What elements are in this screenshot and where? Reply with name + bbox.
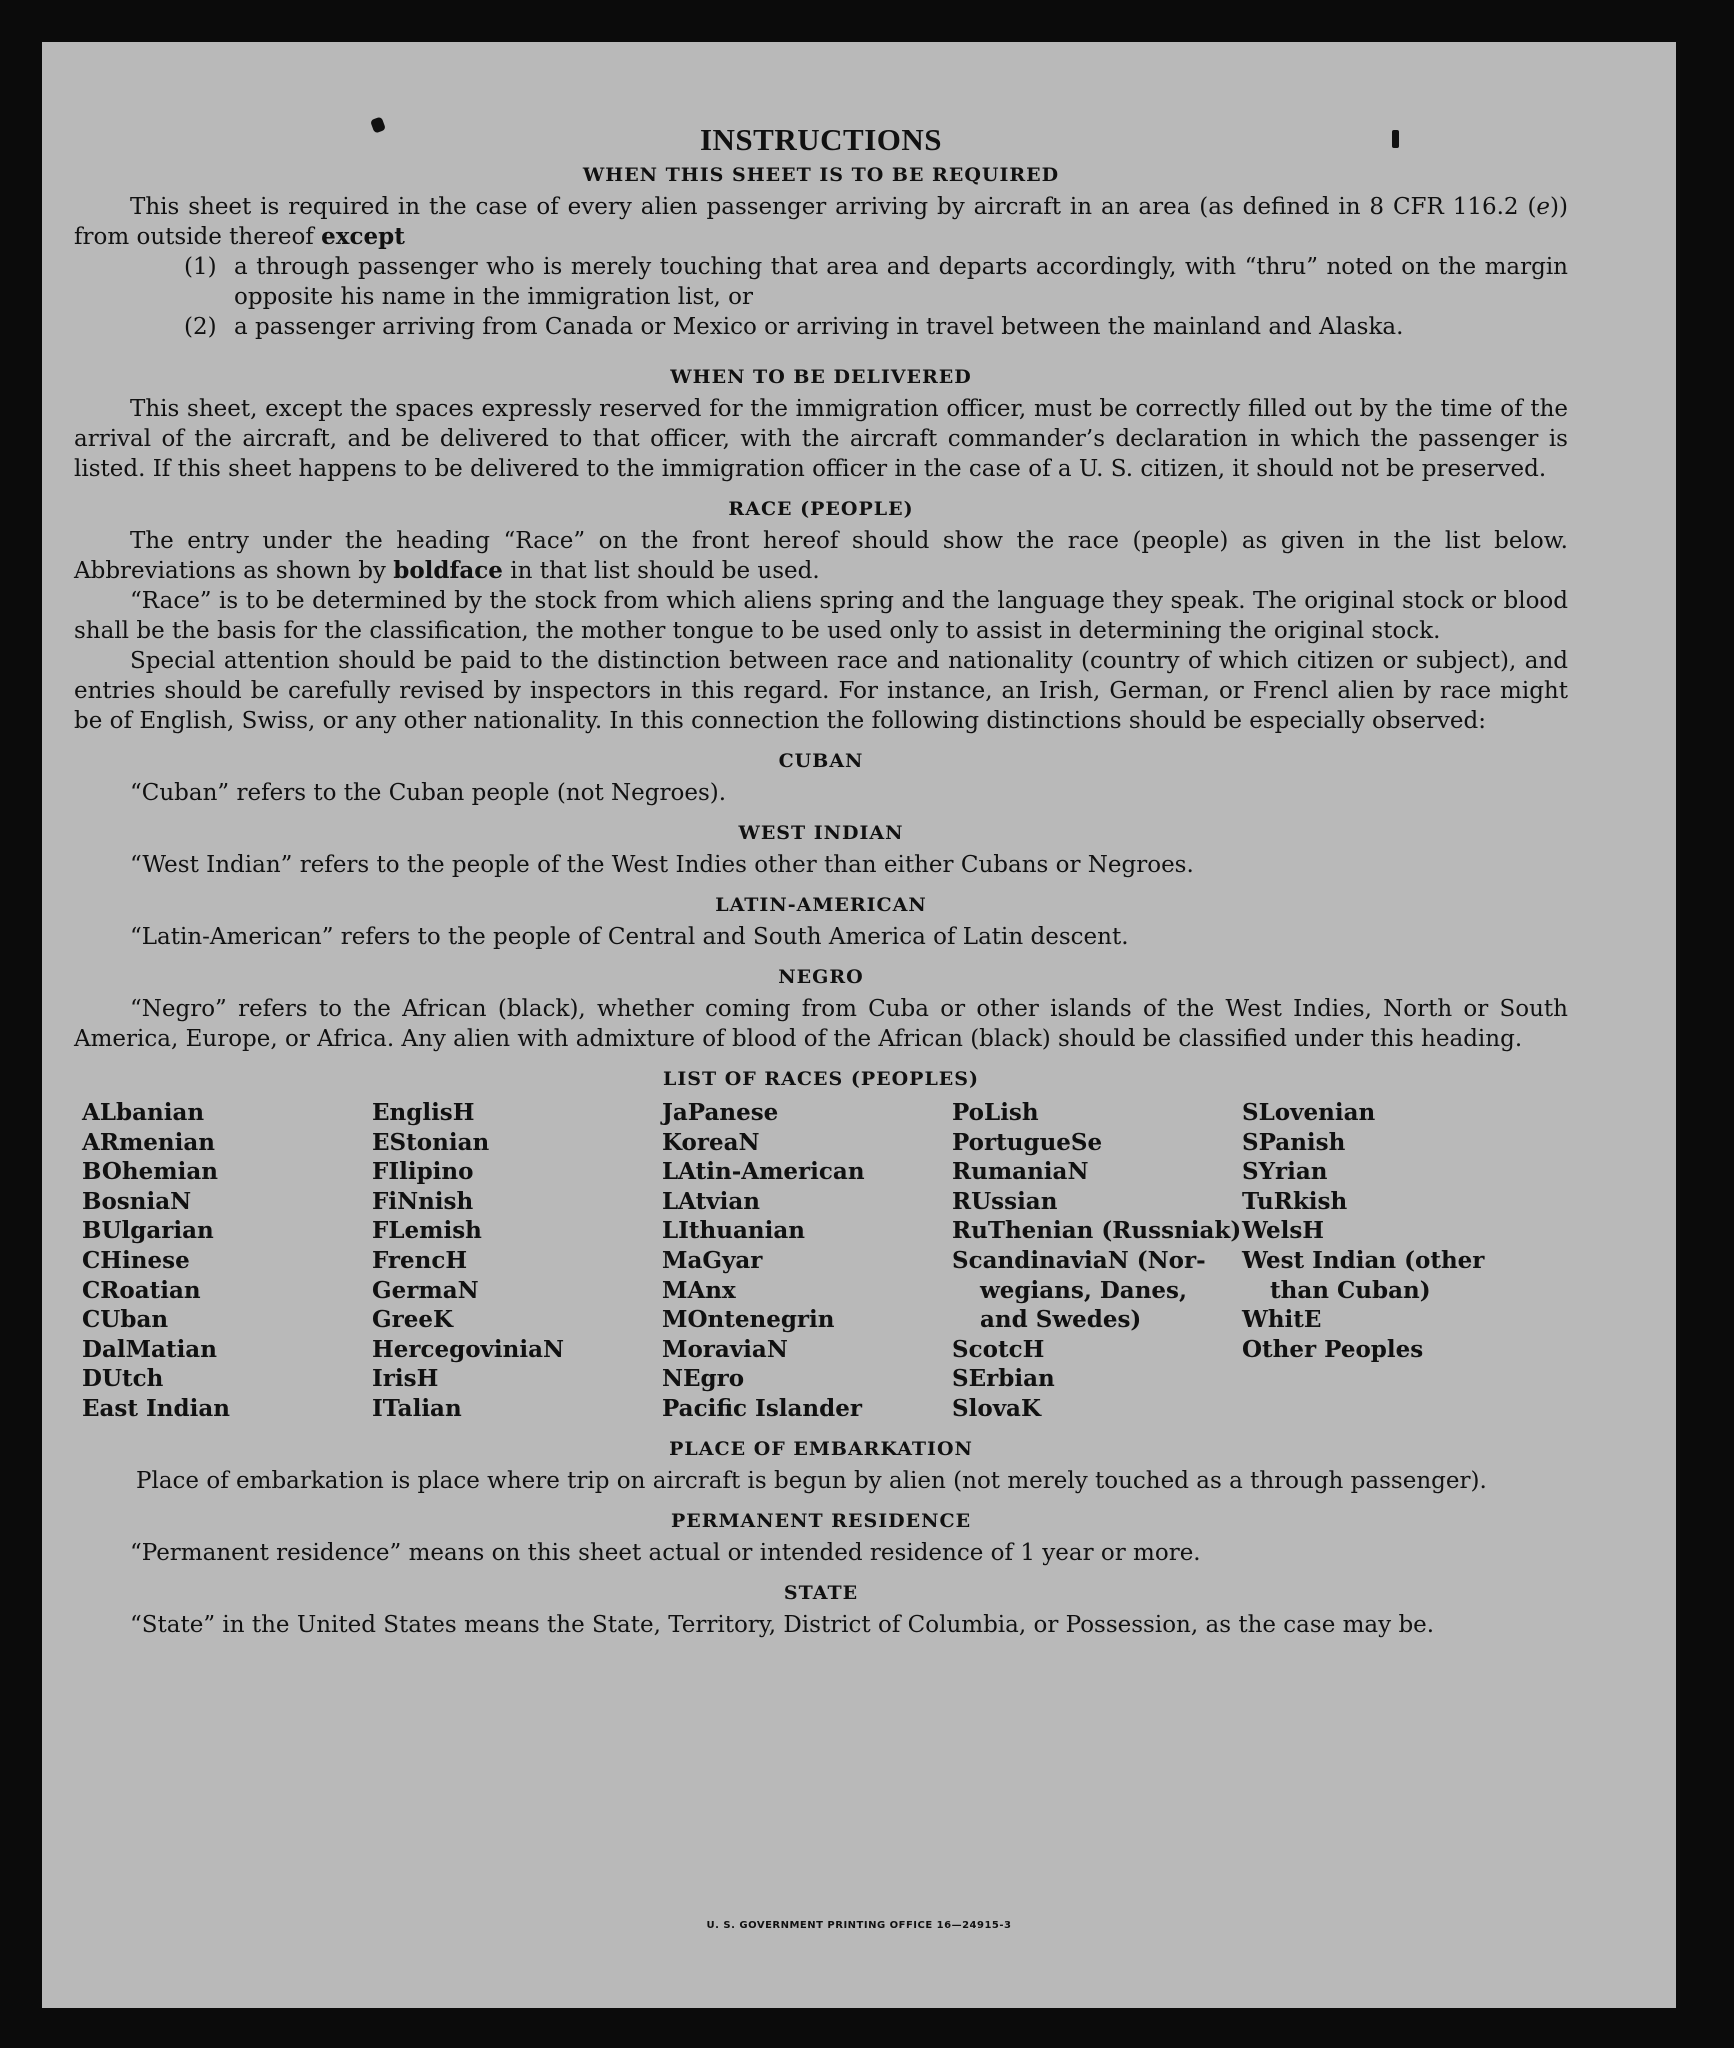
race-entry: FLemish — [372, 1217, 482, 1245]
race-entry: WhitE — [1242, 1306, 1322, 1334]
race-entry: EnglisH — [372, 1099, 475, 1126]
race-entry: DalMatian — [82, 1335, 217, 1363]
race-entry: KoreaN — [662, 1128, 760, 1156]
race-entry: MoraviaN — [662, 1335, 788, 1363]
delivered-paragraph: This sheet, except the spaces expressly reserved for the immigration officer, must be correctly filled out by the time of the arrival of the aircraft, and be delivered to that officer, with the aircraft commander’s declaration in which the passenger is listed. If this sheet happens to be delivered to the immigration officer in the case of a U. S. citizen, it should not be preserved. — [74, 396, 1568, 482]
races-column-5 — [1242, 1098, 1522, 1424]
race-entry: ScotcH — [952, 1335, 1045, 1363]
races-column-1 — [82, 1098, 372, 1424]
race-entry: SErbian — [952, 1365, 1055, 1393]
race-entry-continuation: than Cuban) — [1270, 1276, 1431, 1304]
negro-paragraph: “Negro” refers to the African (black), whether coming from Cuba or other islands of the West Indies, North or South America, Europe, or Africa. Any alien with admixture of blood of the African (black) should be classified under this heading. — [74, 996, 1568, 1052]
race-entry: East Indian — [82, 1394, 230, 1422]
heading-list-of-races: LIST OF RACES (PEOPLES) — [663, 1068, 979, 1090]
exception-text: a passenger arriving from Canada or Mexico or arriving in travel between the mainland and Alaska. — [234, 314, 1404, 340]
race-entry: West Indian (other — [1242, 1246, 1485, 1274]
race-entry: DUtch — [82, 1365, 164, 1393]
race-entry: EStonian — [372, 1128, 490, 1156]
race-entry: BUlgarian — [82, 1217, 214, 1245]
latin-american-paragraph: “Latin-American” refers to the people of Central and South America of Latin descent. — [130, 924, 1129, 950]
exception-number: (1) — [184, 254, 217, 280]
race-entry: BosniaN — [82, 1187, 192, 1215]
race-entry: RumaniaN — [952, 1158, 1089, 1186]
race-paragraph-3: Special attention should be paid to the distinction between race and nationality (country of which citizen or subject), and entries should be carefully revised by inspectors in this regard. For instance, an Irish, German, or Frencl alien by race might be of English, Swiss, or any other nationality. In this connection the following distinctions should be especially observed: — [74, 648, 1568, 734]
race-entry-continuation: and Swedes) — [980, 1306, 1142, 1334]
race-entry: GreeK — [372, 1306, 454, 1334]
exception-number: (2) — [184, 314, 217, 340]
exception-text: a through passenger who is merely touching that area and departs accordingly, with “thru” noted on the margin opposite his name in the immigration list, or — [234, 254, 1568, 310]
race-entry: RuThenian (Russniak) — [952, 1217, 1242, 1245]
race-entry: Other Peoples — [1242, 1335, 1424, 1363]
race-entry: LAtin-American — [662, 1158, 865, 1186]
races-column-4 — [952, 1098, 1242, 1424]
race-entry: PortugueSe — [952, 1128, 1103, 1156]
heading-when-delivered: WHEN TO BE DELIVERED — [670, 366, 972, 388]
race-entry: ITalian — [372, 1394, 462, 1422]
heading-west-indian: WEST INDIAN — [738, 822, 904, 844]
race-entry: LAtvian — [662, 1187, 760, 1215]
race-entry: CRoatian — [82, 1276, 201, 1304]
race-entry: FrencH — [372, 1246, 468, 1274]
race-paragraph-1: The entry under the heading “Race” on the front hereof should show the race (people) as given in the list below. Abbreviations as shown by boldface in that list should be used. — [74, 528, 1568, 584]
race-entry: MOntenegrin — [662, 1306, 835, 1334]
race-entry: MaGyar — [662, 1246, 763, 1274]
heading-race: RACE (PEOPLE) — [728, 498, 914, 520]
race-paragraph-2: “Race” is to be determined by the stock from which aliens spring and the language they speak. The original stock or blood shall be the basis for the classification, the mother tongue to be used only to assist in determining the original stock. — [74, 588, 1568, 644]
page-title: INSTRUCTIONS — [699, 122, 942, 157]
race-entry: LIthuanian — [662, 1217, 805, 1245]
heading-state: STATE — [783, 1581, 859, 1604]
race-entry: MAnx — [662, 1276, 736, 1304]
races-column-3 — [662, 1098, 952, 1424]
cuban-paragraph: “Cuban” refers to the Cuban people (not Negroes). — [130, 780, 727, 806]
race-entry: SPanish — [1242, 1128, 1346, 1156]
race-entry: NEgro — [662, 1365, 745, 1393]
race-entry: SlovaK — [952, 1394, 1041, 1422]
race-entry: IrisH — [372, 1365, 439, 1393]
race-entry: WelsH — [1242, 1217, 1325, 1245]
race-entry: ScandinaviaN (Nor- — [952, 1246, 1206, 1274]
heading-place-of-embarkation: PLACE OF EMBARKATION — [669, 1437, 973, 1460]
printer-imprint: U. S. GOVERNMENT PRINTING OFFICE 16—24915-3 — [706, 1920, 1012, 1931]
heading-when-required: WHEN THIS SHEET IS TO BE REQUIRED — [582, 164, 1060, 186]
document-sheet — [42, 42, 1676, 2008]
heading-negro: NEGRO — [778, 966, 864, 988]
heading-latin-american: LATIN-AMERICAN — [715, 894, 927, 916]
race-entry: JaPanese — [662, 1099, 779, 1126]
race-entry: RUssian — [952, 1187, 1058, 1215]
race-entry-continuation: wegians, Danes, — [980, 1276, 1187, 1304]
race-entry: GermaN — [372, 1276, 479, 1304]
heading-permanent-residence: PERMANENT RESIDENCE — [670, 1509, 972, 1532]
race-entry: CUban — [82, 1306, 169, 1334]
race-entry: SYrian — [1242, 1158, 1328, 1186]
embarkation-paragraph: Place of embarkation is place where trip on aircraft is begun by alien (not merely touched as a through passenger). — [136, 1467, 1487, 1494]
race-entry: ALbanian — [82, 1099, 205, 1126]
race-entry: FiNnish — [372, 1187, 474, 1215]
instructions-content — [74, 122, 1568, 1640]
race-entry: TuRkish — [1242, 1187, 1348, 1215]
race-entry: PoLish — [952, 1099, 1039, 1126]
exception-item-1 — [184, 252, 1568, 312]
race-entry: SLovenian — [1242, 1099, 1376, 1126]
required-intro: This sheet is required in the case of every alien passenger arriving by aircraft in an area (as defined in 8 CFR 116.2 (e)) from outside thereof except — [74, 194, 1568, 250]
residence-paragraph: “Permanent residence” means on this sheet actual or intended residence of 1 year or more. — [130, 1539, 1201, 1566]
race-entry: CHinese — [82, 1246, 190, 1274]
race-entry: BOhemian — [82, 1158, 218, 1186]
heading-cuban: CUBAN — [778, 750, 864, 772]
state-paragraph: “State” in the United States means the State, Territory, District of Columbia, or Possession, as the case may be. — [130, 1611, 1435, 1638]
race-entry: Pacific Islander — [662, 1394, 862, 1422]
races-list — [82, 1098, 1568, 1424]
race-entry: ARmenian — [82, 1128, 216, 1156]
race-entry: FIlipino — [372, 1158, 474, 1186]
race-entry: HercegoviniaN — [372, 1335, 565, 1363]
exception-item-2 — [184, 312, 1568, 342]
races-column-2 — [372, 1098, 662, 1424]
west-indian-paragraph: “West Indian” refers to the people of the West Indies other than either Cubans or Negroes. — [130, 852, 1194, 878]
